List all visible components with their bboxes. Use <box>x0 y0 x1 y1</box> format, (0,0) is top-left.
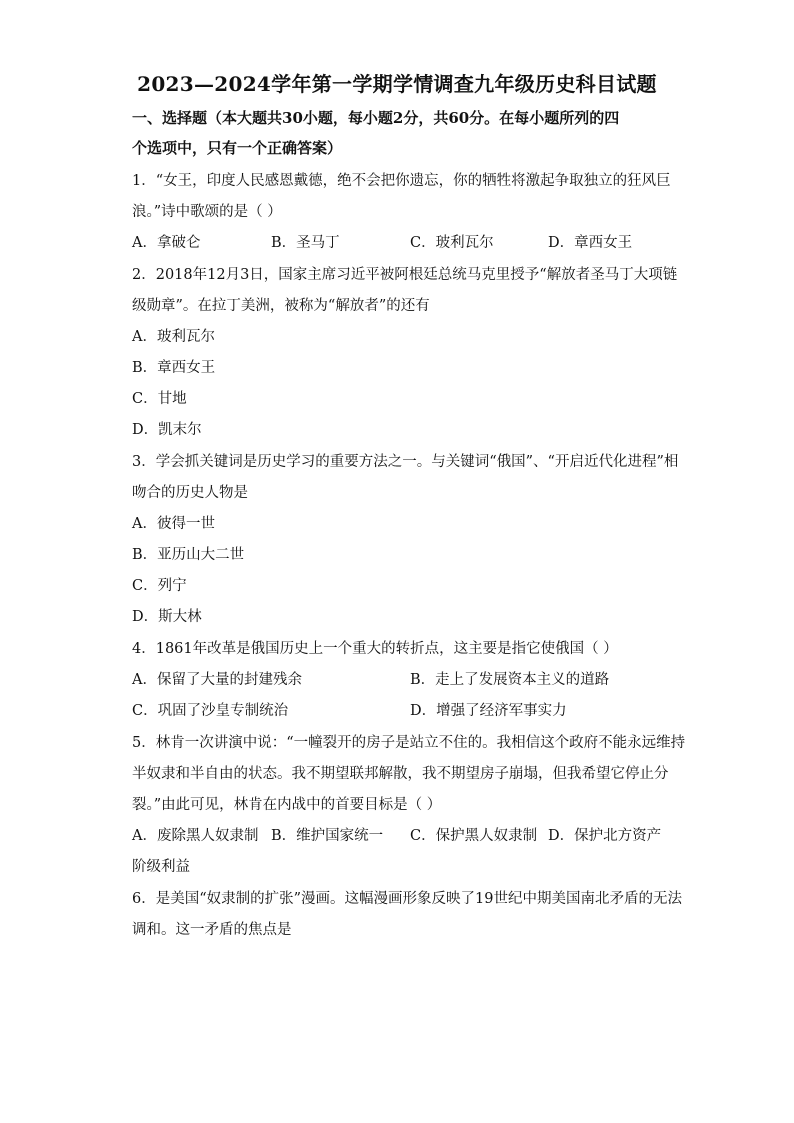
q2-stem-line-2: 级勋章”。在拉丁美洲，被称为“解放者”的还有 <box>132 298 430 314</box>
q5-option-b: B．维护国家统一 <box>271 828 384 844</box>
q5-stem-line-1: 5．林肯一次讲演中说：“一幢裂开的房子是站立不住的。我相信这个政府不能永远维持 <box>132 735 686 751</box>
q4-option-c: C．巩固了沙皇专制统治 <box>132 703 289 719</box>
q4-option-b: B．走上了发展资本主义的道路 <box>410 672 610 688</box>
q3-option-c: C．列宁 <box>132 578 187 594</box>
q4-option-d: D．增强了经济军事实力 <box>410 703 567 719</box>
section-header-line-1: 一、选择题（本大题共30小题，每小题2分，共60分。在每小题所列的四 <box>132 109 620 127</box>
q6-stem-line-1: 6．是美国“奴隶制的扩张”漫画。这幅漫画形象反映了19世纪中期美国南北矛盾的无法 <box>132 891 682 907</box>
q2-option-a: A．玻利瓦尔 <box>132 329 215 345</box>
q2-option-b: B．章西女王 <box>132 360 216 376</box>
q2-option-d: D．凯末尔 <box>132 422 202 438</box>
q3-option-a: A．彼得一世 <box>132 516 215 532</box>
q5-option-a: A．废除黑人奴隶制 <box>132 828 259 844</box>
q3-option-b: B．亚历山大二世 <box>132 547 245 563</box>
q5-stem-line-3: 裂。”由此可见，林肯在内战中的首要目标是（ ） <box>132 797 442 813</box>
q5-option-c: C．保护黑人奴隶制 <box>410 828 538 844</box>
q1-option-b: B．圣马丁 <box>271 235 340 251</box>
q3-stem-line-2: 吻合的历史人物是 <box>132 485 248 501</box>
q1-option-a: A．拿破仑 <box>132 235 201 251</box>
q2-stem-line-1: 2．2018年12月3日，国家主席习近平被阿根廷总统马克里授予“解放者圣马丁大项链 <box>132 267 678 283</box>
q3-stem-line-1: 3．学会抓关键词是历史学习的重要方法之一。与关键词“俄国”、“开启近代化进程”相 <box>132 454 679 470</box>
q5-stem-line-2: 半奴隶和半自由的状态。我不期望联邦解散，我不期望房子崩塌，但我希望它停止分 <box>132 766 669 782</box>
q2-option-c: C．甘地 <box>132 391 187 407</box>
q1-option-c: C．玻利瓦尔 <box>410 235 494 251</box>
q3-option-d: D．斯大林 <box>132 609 202 625</box>
section-header-line-2: 个选项中，只有一个正确答案） <box>132 139 343 157</box>
q1-option-d: D．章西女王 <box>548 235 633 251</box>
q4-stem-line-1: 4．1861年改革是俄国历史上一个重大的转折点，这主要是指它使俄国（ ） <box>132 641 618 657</box>
q1-stem-line-1: 1．“女王，印度人民感恩戴德，绝不会把你遗忘，你的牺牲将激起争取独立的狂风巨 <box>132 173 671 189</box>
exam-title: 2023—2024学年第一学期学情调查九年级历史科目试题 <box>137 72 657 96</box>
q1-stem-line-2: 浪。”诗中歌颂的是（ ） <box>132 204 282 220</box>
q6-stem-line-2: 调和。这一矛盾的焦点是 <box>132 922 292 938</box>
q4-option-a: A．保留了大量的封建残余 <box>132 672 302 688</box>
q5-option-d-continued: 阶级利益 <box>132 859 190 875</box>
q5-option-d: D．保护北方资产 <box>548 828 662 844</box>
